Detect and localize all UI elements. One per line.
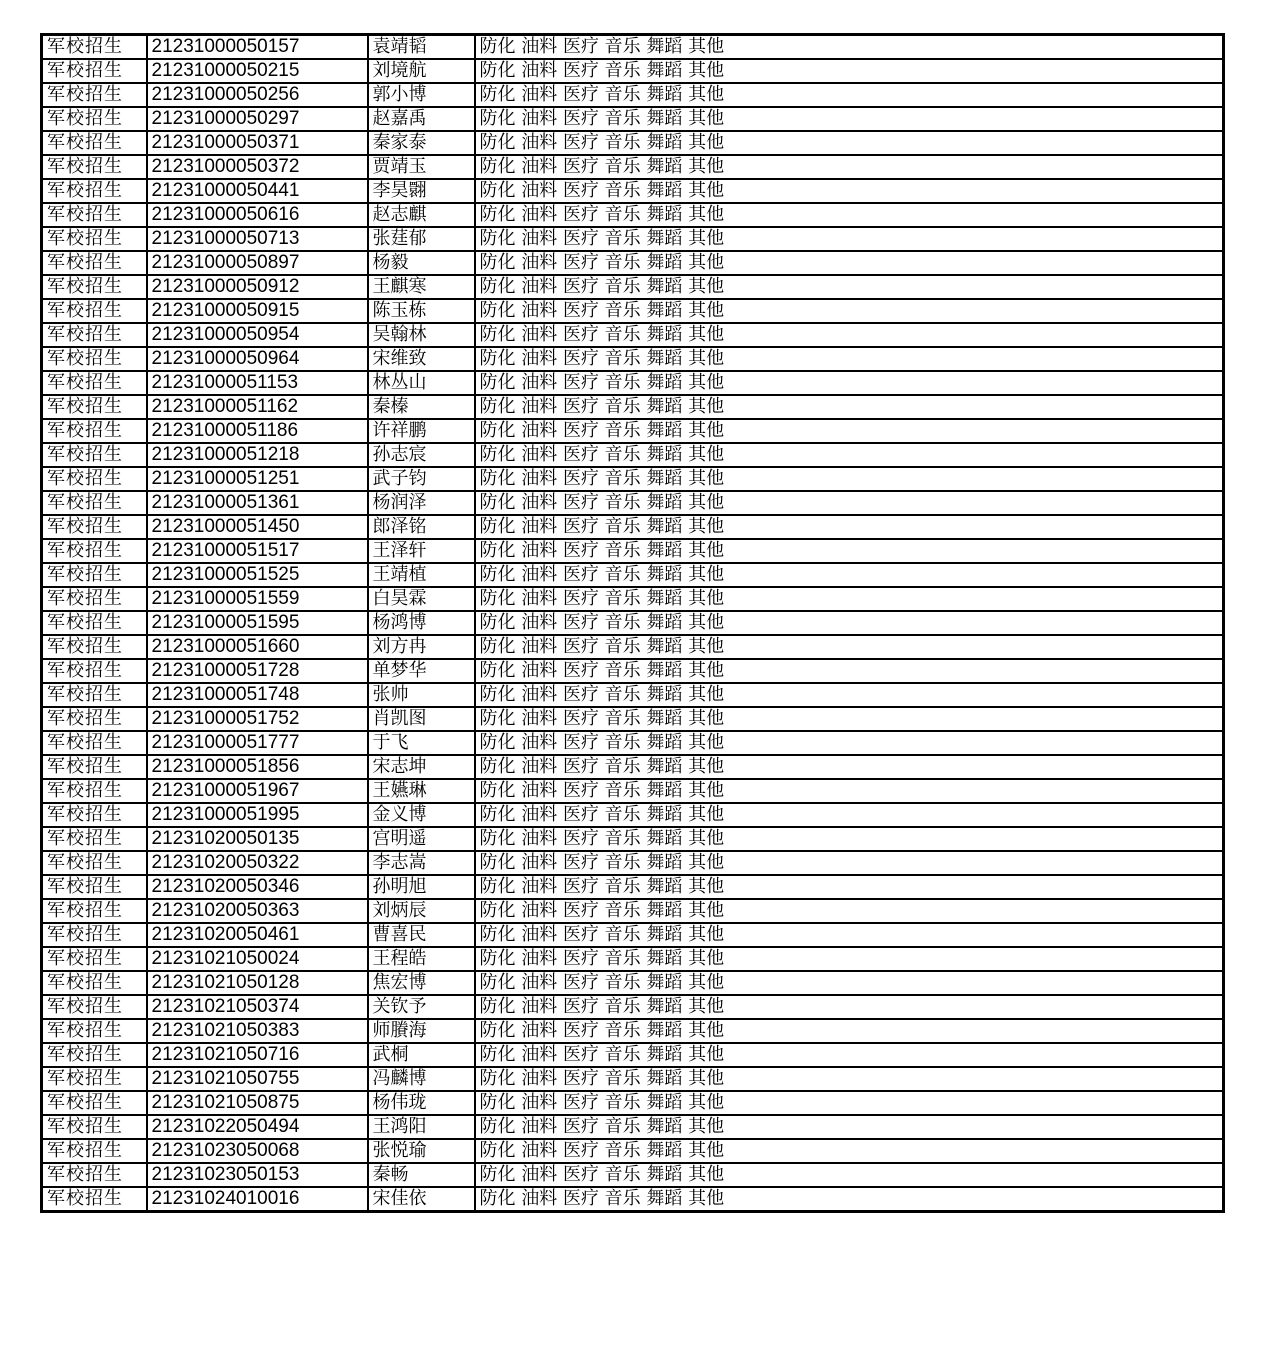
exam-id-cell: 21231021050128 (147, 971, 368, 995)
category-cell: 军校招生 (42, 443, 147, 467)
exam-id-cell: 21231000050371 (147, 131, 368, 155)
name-cell: 宋佳依 (368, 1187, 475, 1212)
table-row (42, 1043, 1224, 1067)
category-cell: 军校招生 (42, 539, 147, 563)
category-cell: 军校招生 (42, 299, 147, 323)
name-cell: 焦宏博 (368, 971, 475, 995)
table-row (42, 659, 1224, 683)
table-row (42, 755, 1224, 779)
category-cell: 军校招生 (42, 731, 147, 755)
name-cell: 贾靖玉 (368, 155, 475, 179)
restricted-majors-cell: 防化 油料 医疗 音乐 舞蹈 其他 (475, 971, 1224, 995)
category-cell: 军校招生 (42, 659, 147, 683)
table-row (42, 851, 1224, 875)
category-cell: 军校招生 (42, 83, 147, 107)
exam-id-cell: 21231000050372 (147, 155, 368, 179)
restricted-majors-cell: 防化 油料 医疗 音乐 舞蹈 其他 (475, 947, 1224, 971)
exam-id-cell: 21231024010016 (147, 1187, 368, 1212)
category-cell: 军校招生 (42, 1187, 147, 1212)
exam-id-cell: 21231000051856 (147, 755, 368, 779)
restricted-majors-cell: 防化 油料 医疗 音乐 舞蹈 其他 (475, 803, 1224, 827)
table-row (42, 611, 1224, 635)
category-cell: 军校招生 (42, 227, 147, 251)
category-cell: 军校招生 (42, 587, 147, 611)
table-row (42, 203, 1224, 227)
exam-id-cell: 21231000050215 (147, 59, 368, 83)
table-row (42, 683, 1224, 707)
name-cell: 武子钧 (368, 467, 475, 491)
table-row (42, 875, 1224, 899)
exam-id-cell: 21231000051660 (147, 635, 368, 659)
restricted-majors-cell: 防化 油料 医疗 音乐 舞蹈 其他 (475, 731, 1224, 755)
category-cell: 军校招生 (42, 899, 147, 923)
table-row (42, 1187, 1224, 1212)
table-row (42, 707, 1224, 731)
restricted-majors-cell: 防化 油料 医疗 音乐 舞蹈 其他 (475, 923, 1224, 947)
restricted-majors-cell: 防化 油料 医疗 音乐 舞蹈 其他 (475, 515, 1224, 539)
exam-id-cell: 21231021050383 (147, 1019, 368, 1043)
category-cell: 军校招生 (42, 35, 147, 60)
exam-id-cell: 21231000051777 (147, 731, 368, 755)
exam-id-cell: 21231020050461 (147, 923, 368, 947)
name-cell: 陈玉栋 (368, 299, 475, 323)
name-cell: 金义博 (368, 803, 475, 827)
name-cell: 孙志宸 (368, 443, 475, 467)
name-cell: 秦家泰 (368, 131, 475, 155)
table-row (42, 539, 1224, 563)
category-cell: 军校招生 (42, 491, 147, 515)
category-cell: 军校招生 (42, 107, 147, 131)
restricted-majors-cell: 防化 油料 医疗 音乐 舞蹈 其他 (475, 635, 1224, 659)
category-cell: 军校招生 (42, 1067, 147, 1091)
restricted-majors-cell: 防化 油料 医疗 音乐 舞蹈 其他 (475, 827, 1224, 851)
category-cell: 军校招生 (42, 275, 147, 299)
exam-id-cell: 21231000051595 (147, 611, 368, 635)
restricted-majors-cell: 防化 油料 医疗 音乐 舞蹈 其他 (475, 707, 1224, 731)
category-cell: 军校招生 (42, 395, 147, 419)
name-cell: 王嬿琳 (368, 779, 475, 803)
enrollment-table (40, 33, 1225, 1213)
category-cell: 军校招生 (42, 707, 147, 731)
category-cell: 军校招生 (42, 203, 147, 227)
table-row (42, 323, 1224, 347)
exam-id-cell: 21231000050915 (147, 299, 368, 323)
table-row (42, 347, 1224, 371)
restricted-majors-cell: 防化 油料 医疗 音乐 舞蹈 其他 (475, 1139, 1224, 1163)
name-cell: 赵嘉禹 (368, 107, 475, 131)
restricted-majors-cell: 防化 油料 医疗 音乐 舞蹈 其他 (475, 539, 1224, 563)
exam-id-cell: 21231000050713 (147, 227, 368, 251)
exam-id-cell: 21231000050441 (147, 179, 368, 203)
table-row (42, 251, 1224, 275)
table-row (42, 515, 1224, 539)
restricted-majors-cell: 防化 油料 医疗 音乐 舞蹈 其他 (475, 395, 1224, 419)
table-row (42, 779, 1224, 803)
restricted-majors-cell: 防化 油料 医疗 音乐 舞蹈 其他 (475, 899, 1224, 923)
restricted-majors-cell: 防化 油料 医疗 音乐 舞蹈 其他 (475, 299, 1224, 323)
exam-id-cell: 21231000051153 (147, 371, 368, 395)
restricted-majors-cell: 防化 油料 医疗 音乐 舞蹈 其他 (475, 611, 1224, 635)
table-row (42, 947, 1224, 971)
name-cell: 赵志麒 (368, 203, 475, 227)
exam-id-cell: 21231000051748 (147, 683, 368, 707)
restricted-majors-cell: 防化 油料 医疗 音乐 舞蹈 其他 (475, 587, 1224, 611)
category-cell: 军校招生 (42, 563, 147, 587)
table-row (42, 59, 1224, 83)
name-cell: 杨伟珑 (368, 1091, 475, 1115)
table-row (42, 587, 1224, 611)
table-row (42, 1139, 1224, 1163)
category-cell: 军校招生 (42, 515, 147, 539)
exam-id-cell: 21231021050716 (147, 1043, 368, 1067)
name-cell: 王靖植 (368, 563, 475, 587)
exam-id-cell: 21231000051967 (147, 779, 368, 803)
category-cell: 军校招生 (42, 155, 147, 179)
restricted-majors-cell: 防化 油料 医疗 音乐 舞蹈 其他 (475, 83, 1224, 107)
category-cell: 军校招生 (42, 1043, 147, 1067)
name-cell: 张莛郁 (368, 227, 475, 251)
exam-id-cell: 21231000051752 (147, 707, 368, 731)
category-cell: 军校招生 (42, 683, 147, 707)
category-cell: 军校招生 (42, 1019, 147, 1043)
exam-id-cell: 21231000051251 (147, 467, 368, 491)
restricted-majors-cell: 防化 油料 医疗 音乐 舞蹈 其他 (475, 419, 1224, 443)
category-cell: 军校招生 (42, 779, 147, 803)
table-row (42, 419, 1224, 443)
exam-id-cell: 21231022050494 (147, 1115, 368, 1139)
restricted-majors-cell: 防化 油料 医疗 音乐 舞蹈 其他 (475, 779, 1224, 803)
category-cell: 军校招生 (42, 611, 147, 635)
restricted-majors-cell: 防化 油料 医疗 音乐 舞蹈 其他 (475, 1091, 1224, 1115)
table-row (42, 35, 1224, 60)
category-cell: 军校招生 (42, 635, 147, 659)
restricted-majors-cell: 防化 油料 医疗 音乐 舞蹈 其他 (475, 1163, 1224, 1187)
exam-id-cell: 21231000051728 (147, 659, 368, 683)
exam-id-cell: 21231000050964 (147, 347, 368, 371)
exam-id-cell: 21231000051525 (147, 563, 368, 587)
category-cell: 军校招生 (42, 59, 147, 83)
category-cell: 军校招生 (42, 467, 147, 491)
exam-id-cell: 21231023050068 (147, 1139, 368, 1163)
table-row (42, 563, 1224, 587)
name-cell: 王程皓 (368, 947, 475, 971)
category-cell: 军校招生 (42, 1163, 147, 1187)
category-cell: 军校招生 (42, 1139, 147, 1163)
restricted-majors-cell: 防化 油料 医疗 音乐 舞蹈 其他 (475, 1115, 1224, 1139)
category-cell: 军校招生 (42, 347, 147, 371)
exam-id-cell: 21231021050374 (147, 995, 368, 1019)
name-cell: 曹喜民 (368, 923, 475, 947)
table-row (42, 155, 1224, 179)
restricted-majors-cell: 防化 油料 医疗 音乐 舞蹈 其他 (475, 323, 1224, 347)
name-cell: 秦畅 (368, 1163, 475, 1187)
name-cell: 王泽轩 (368, 539, 475, 563)
exam-id-cell: 21231021050755 (147, 1067, 368, 1091)
category-cell: 军校招生 (42, 371, 147, 395)
restricted-majors-cell: 防化 油料 医疗 音乐 舞蹈 其他 (475, 227, 1224, 251)
table-body (42, 35, 1224, 1212)
name-cell: 于飞 (368, 731, 475, 755)
restricted-majors-cell: 防化 油料 医疗 音乐 舞蹈 其他 (475, 563, 1224, 587)
name-cell: 单梦华 (368, 659, 475, 683)
restricted-majors-cell: 防化 油料 医疗 音乐 舞蹈 其他 (475, 467, 1224, 491)
name-cell: 许祥鹏 (368, 419, 475, 443)
table-row (42, 923, 1224, 947)
name-cell: 武桐 (368, 1043, 475, 1067)
exam-id-cell: 21231000050912 (147, 275, 368, 299)
restricted-majors-cell: 防化 油料 医疗 音乐 舞蹈 其他 (475, 59, 1224, 83)
exam-id-cell: 21231021050024 (147, 947, 368, 971)
name-cell: 肖凯图 (368, 707, 475, 731)
name-cell: 宋志坤 (368, 755, 475, 779)
table-row (42, 395, 1224, 419)
name-cell: 张帅 (368, 683, 475, 707)
table-row (42, 227, 1224, 251)
restricted-majors-cell: 防化 油料 医疗 音乐 舞蹈 其他 (475, 659, 1224, 683)
name-cell: 刘炳辰 (368, 899, 475, 923)
category-cell: 军校招生 (42, 1091, 147, 1115)
name-cell: 李志嵩 (368, 851, 475, 875)
table-row (42, 635, 1224, 659)
name-cell: 白昊霖 (368, 587, 475, 611)
category-cell: 军校招生 (42, 995, 147, 1019)
category-cell: 军校招生 (42, 419, 147, 443)
exam-id-cell: 21231023050153 (147, 1163, 368, 1187)
category-cell: 军校招生 (42, 971, 147, 995)
exam-id-cell: 21231000050616 (147, 203, 368, 227)
restricted-majors-cell: 防化 油料 医疗 音乐 舞蹈 其他 (475, 995, 1224, 1019)
table-row (42, 491, 1224, 515)
table-row (42, 1067, 1224, 1091)
restricted-majors-cell: 防化 油料 医疗 音乐 舞蹈 其他 (475, 875, 1224, 899)
restricted-majors-cell: 防化 油料 医疗 音乐 舞蹈 其他 (475, 1187, 1224, 1212)
restricted-majors-cell: 防化 油料 医疗 音乐 舞蹈 其他 (475, 107, 1224, 131)
name-cell: 师賸海 (368, 1019, 475, 1043)
category-cell: 军校招生 (42, 755, 147, 779)
table-row (42, 299, 1224, 323)
name-cell: 杨润泽 (368, 491, 475, 515)
name-cell: 宫明遥 (368, 827, 475, 851)
restricted-majors-cell: 防化 油料 医疗 音乐 舞蹈 其他 (475, 179, 1224, 203)
restricted-majors-cell: 防化 油料 医疗 音乐 舞蹈 其他 (475, 131, 1224, 155)
table-row (42, 827, 1224, 851)
category-cell: 军校招生 (42, 875, 147, 899)
name-cell: 冯麟博 (368, 1067, 475, 1091)
table-row (42, 1091, 1224, 1115)
table-row (42, 467, 1224, 491)
table-row (42, 83, 1224, 107)
table-row (42, 179, 1224, 203)
restricted-majors-cell: 防化 油料 医疗 音乐 舞蹈 其他 (475, 35, 1224, 60)
name-cell: 王麒寒 (368, 275, 475, 299)
name-cell: 孙明旭 (368, 875, 475, 899)
name-cell: 王鸿阳 (368, 1115, 475, 1139)
category-cell: 军校招生 (42, 803, 147, 827)
category-cell: 军校招生 (42, 851, 147, 875)
name-cell: 杨毅 (368, 251, 475, 275)
restricted-majors-cell: 防化 油料 医疗 音乐 舞蹈 其他 (475, 347, 1224, 371)
exam-id-cell: 21231020050363 (147, 899, 368, 923)
name-cell: 杨鸿博 (368, 611, 475, 635)
name-cell: 郎泽铭 (368, 515, 475, 539)
exam-id-cell: 21231000051361 (147, 491, 368, 515)
category-cell: 军校招生 (42, 251, 147, 275)
restricted-majors-cell: 防化 油料 医疗 音乐 舞蹈 其他 (475, 755, 1224, 779)
table-row (42, 995, 1224, 1019)
table-row (42, 1163, 1224, 1187)
table-row (42, 1115, 1224, 1139)
restricted-majors-cell: 防化 油料 医疗 音乐 舞蹈 其他 (475, 683, 1224, 707)
table-row (42, 1019, 1224, 1043)
exam-id-cell: 21231000051450 (147, 515, 368, 539)
restricted-majors-cell: 防化 油料 医疗 音乐 舞蹈 其他 (475, 371, 1224, 395)
category-cell: 军校招生 (42, 827, 147, 851)
category-cell: 军校招生 (42, 323, 147, 347)
category-cell: 军校招生 (42, 923, 147, 947)
name-cell: 郭小博 (368, 83, 475, 107)
exam-id-cell: 21231000050157 (147, 35, 368, 60)
exam-id-cell: 21231000051218 (147, 443, 368, 467)
restricted-majors-cell: 防化 油料 医疗 音乐 舞蹈 其他 (475, 155, 1224, 179)
name-cell: 张悦瑜 (368, 1139, 475, 1163)
table-row (42, 443, 1224, 467)
exam-id-cell: 21231000051559 (147, 587, 368, 611)
exam-id-cell: 21231000050256 (147, 83, 368, 107)
table-row (42, 899, 1224, 923)
exam-id-cell: 21231020050322 (147, 851, 368, 875)
table-row (42, 971, 1224, 995)
exam-id-cell: 21231000050297 (147, 107, 368, 131)
exam-id-cell: 21231000050897 (147, 251, 368, 275)
exam-id-cell: 21231020050135 (147, 827, 368, 851)
category-cell: 军校招生 (42, 947, 147, 971)
category-cell: 军校招生 (42, 179, 147, 203)
name-cell: 吴翰林 (368, 323, 475, 347)
restricted-majors-cell: 防化 油料 医疗 音乐 舞蹈 其他 (475, 275, 1224, 299)
name-cell: 刘方冉 (368, 635, 475, 659)
table-row (42, 131, 1224, 155)
restricted-majors-cell: 防化 油料 医疗 音乐 舞蹈 其他 (475, 443, 1224, 467)
name-cell: 宋维致 (368, 347, 475, 371)
name-cell: 袁靖韬 (368, 35, 475, 60)
exam-id-cell: 21231000051186 (147, 419, 368, 443)
table-row (42, 107, 1224, 131)
name-cell: 林丛山 (368, 371, 475, 395)
exam-id-cell: 21231000051162 (147, 395, 368, 419)
name-cell: 关钦予 (368, 995, 475, 1019)
restricted-majors-cell: 防化 油料 医疗 音乐 舞蹈 其他 (475, 491, 1224, 515)
table-row (42, 371, 1224, 395)
table-row (42, 731, 1224, 755)
restricted-majors-cell: 防化 油料 医疗 音乐 舞蹈 其他 (475, 851, 1224, 875)
restricted-majors-cell: 防化 油料 医疗 音乐 舞蹈 其他 (475, 203, 1224, 227)
restricted-majors-cell: 防化 油料 医疗 音乐 舞蹈 其他 (475, 251, 1224, 275)
category-cell: 军校招生 (42, 1115, 147, 1139)
restricted-majors-cell: 防化 油料 医疗 音乐 舞蹈 其他 (475, 1043, 1224, 1067)
table-row (42, 275, 1224, 299)
table-row (42, 803, 1224, 827)
exam-id-cell: 21231000051517 (147, 539, 368, 563)
category-cell: 军校招生 (42, 131, 147, 155)
name-cell: 李昊翾 (368, 179, 475, 203)
name-cell: 秦榛 (368, 395, 475, 419)
exam-id-cell: 21231020050346 (147, 875, 368, 899)
name-cell: 刘境航 (368, 59, 475, 83)
restricted-majors-cell: 防化 油料 医疗 音乐 舞蹈 其他 (475, 1019, 1224, 1043)
exam-id-cell: 21231000051995 (147, 803, 368, 827)
restricted-majors-cell: 防化 油料 医疗 音乐 舞蹈 其他 (475, 1067, 1224, 1091)
exam-id-cell: 21231021050875 (147, 1091, 368, 1115)
exam-id-cell: 21231000050954 (147, 323, 368, 347)
